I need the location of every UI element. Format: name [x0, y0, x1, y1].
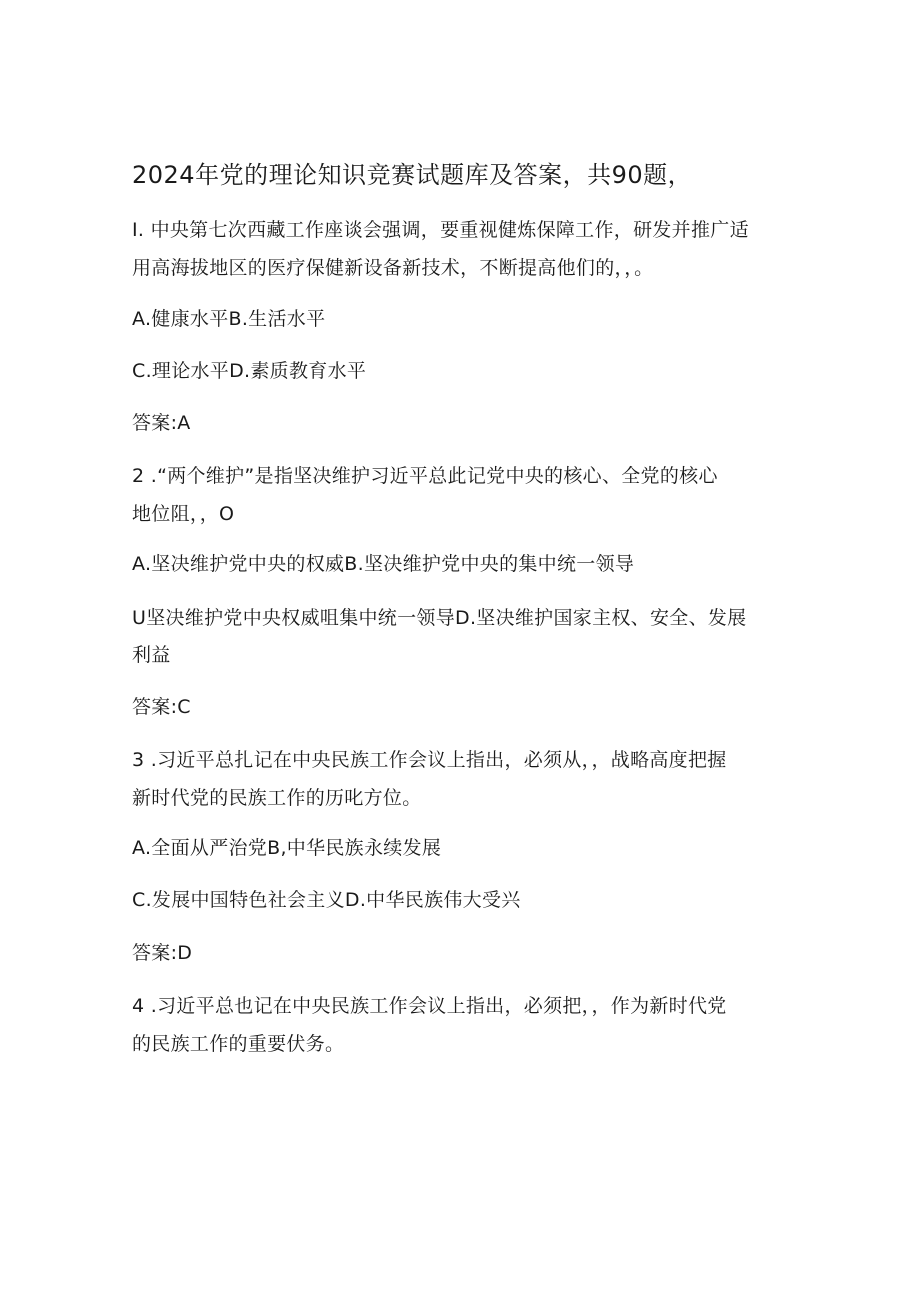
q2-options-line2: U坚决维护党中央权威咀集中统一领导D.坚决维护国家主权、安全、发展 [132, 607, 747, 629]
q2-options-line1: A.坚决维护党中央的权威B.坚决维护党中央的集中统一领导 [132, 553, 635, 575]
q1-stem-line2: 用高海拔地区的医疗保健新设备新技术，不断提高他们的，，。 [132, 257, 654, 279]
q3-options-line2: C.发展中国特色社会主义D.中华民族伟大受兴 [132, 889, 521, 911]
q3-stem-line2: 新时代党的民族工作的历叱方位。 [132, 787, 422, 809]
q4-stem-line1: 4 .习近平总也记在中央民族工作会议上指出，必须把，，作为新时代党 [132, 995, 727, 1017]
q2-stem-line1: 2 .“两个维护”是指坚决维护习近平总此记党中央的核心、全党的核心 [132, 465, 718, 487]
q4-stem-line2: 的民族工作的重要伏务。 [132, 1033, 345, 1055]
q1-options-line1: A.健康水平B.生活水平 [132, 308, 326, 330]
q3-answer: 答案:D [132, 942, 193, 964]
q1-stem-line1: I. 中央第七次西藏工作座谈会强调，要重视健炼保障工作，研发并推广适 [132, 219, 749, 241]
q1-options-line2: C.理论水平D.素质教育水平 [132, 360, 367, 382]
q2-stem-line2: 地位阻，，O [132, 503, 235, 525]
q3-options-line1: A.全面从严治党B,中华民族永续发展 [132, 837, 442, 859]
q2-options-line3: 利益 [132, 644, 171, 666]
q1-answer: 答案:A [132, 412, 191, 434]
q2-answer: 答案:C [132, 696, 191, 718]
q3-stem-line1: 3 .习近平总扎记在中央民族工作会议上指出，必须从，，战略高度把握 [132, 749, 727, 771]
document-title: 2024年党的理论知识竞赛试题库及答案，共90题， [132, 161, 693, 189]
